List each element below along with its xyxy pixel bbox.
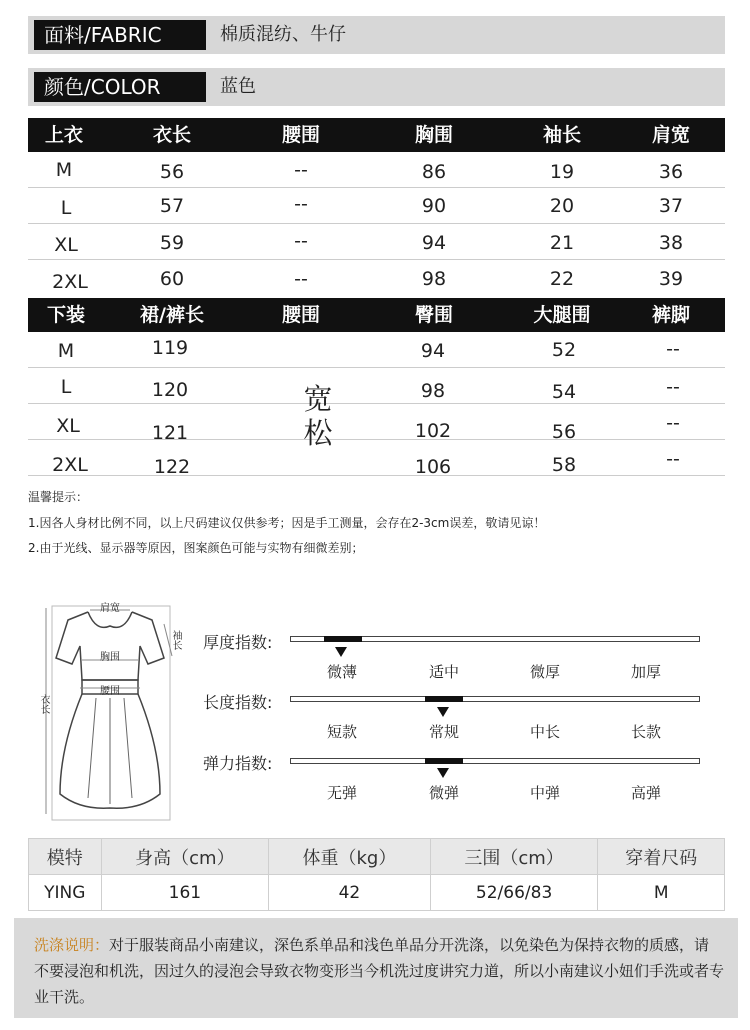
model-table: [28, 838, 725, 911]
header-cell: 衣长: [152, 124, 192, 146]
wash-label: 洗涤说明：: [34, 936, 110, 954]
header-cell: 大腿围: [533, 304, 591, 326]
header-cell: 上衣: [44, 124, 84, 146]
elasticity-marker: [425, 758, 463, 764]
elasticity-option: 中弹: [529, 784, 561, 802]
table-row: [28, 152, 725, 188]
table-cell: 122: [153, 456, 191, 478]
elasticity-option: 微弹: [428, 784, 460, 802]
tips-title: 温馨提示：: [28, 490, 89, 504]
table-row: [28, 368, 725, 404]
header-cell: 下装: [46, 304, 86, 326]
wash-text-block: [34, 932, 724, 1010]
elasticity-option: 无弹: [326, 784, 358, 802]
header-cell: 体重（kg）: [269, 839, 431, 875]
diagram-shoulder-label: 肩宽: [100, 603, 120, 614]
dress-diagram-icon: [30, 598, 190, 828]
wash-instructions: [14, 918, 738, 1018]
thickness-marker: [324, 636, 362, 642]
elasticity-option: 高弹: [630, 784, 662, 802]
table-cell: 36: [658, 161, 684, 183]
color-value: 蓝色: [220, 76, 256, 97]
header-cell: 穿着尺码: [598, 839, 725, 875]
length-option: 长款: [630, 723, 662, 741]
size-cell: L: [60, 197, 72, 219]
model-table-header: [29, 839, 725, 875]
waist-loose-note: 宽松: [303, 382, 333, 450]
table-row: [28, 440, 725, 476]
size-cell: XL: [54, 234, 78, 256]
size-cell: M: [57, 340, 75, 362]
table-cell: --: [294, 230, 308, 252]
color-bar: [28, 68, 725, 106]
table-cell: 59: [159, 232, 185, 254]
table-cell: 22: [549, 268, 575, 290]
elasticity-label: 弹力指数:: [203, 754, 273, 773]
header-cell: 裙/裤长: [140, 304, 204, 326]
elasticity-arrow-icon: [437, 768, 449, 778]
thickness-option: 加厚: [630, 663, 662, 681]
table-cell: 106: [414, 456, 452, 478]
diagram-chest-label: 胸围: [100, 652, 120, 663]
table-row: [28, 332, 725, 368]
elasticity-scale: [290, 758, 700, 764]
size-cell: 2XL: [52, 454, 88, 476]
fabric-label: 面料/FABRIC: [34, 20, 206, 50]
tips-line-1: 1.因各人身材比例不同，以上尺码建议仅供参考；因是手工测量，会存在2-3cm误差，敬请见谅！: [28, 516, 546, 530]
size-cell: XL: [56, 415, 80, 437]
table-cell: --: [666, 448, 680, 470]
size-cell: L: [60, 376, 72, 398]
thickness-label: 厚度指数:: [203, 633, 273, 652]
table-cell: --: [666, 412, 680, 434]
table-cell: --: [666, 376, 680, 398]
size-cell: M: [55, 159, 73, 181]
table-cell: 57: [159, 195, 185, 217]
table-row: [28, 188, 725, 224]
header-cell: 胸围: [414, 124, 454, 146]
table-cell: --: [294, 268, 308, 290]
fabric-value: 棉质混纺、牛仔: [220, 24, 346, 45]
table-cell: 120: [151, 379, 189, 401]
table-cell: 60: [159, 268, 185, 290]
header-cell: 肩宽: [651, 124, 691, 146]
model-height: 161: [101, 875, 269, 911]
table-cell: 86: [421, 161, 447, 183]
length-option: 短款: [326, 723, 358, 741]
top-table-header: [28, 118, 725, 152]
bottom-table-header: [28, 298, 725, 332]
table-row: [28, 260, 725, 296]
table-cell: 38: [658, 232, 684, 254]
model-size: M: [598, 875, 725, 911]
table-cell: 56: [551, 421, 577, 443]
model-weight: 42: [269, 875, 431, 911]
diagram-sleeve-label: 袖长: [170, 630, 181, 650]
model-measurements: 52/66/83: [430, 875, 598, 911]
tips-line-2: 2.由于光线、显示器等原因，图案颜色可能与实物有细微差别；: [28, 541, 364, 555]
thickness-arrow-icon: [335, 647, 347, 657]
table-cell: 98: [421, 268, 447, 290]
table-cell: --: [294, 193, 308, 215]
header-cell: 三围（cm）: [430, 839, 598, 875]
diagram-length-label: 衣长: [38, 694, 49, 714]
table-cell: 56: [159, 161, 185, 183]
table-cell: 119: [151, 337, 189, 359]
table-cell: 121: [151, 422, 189, 444]
table-cell: 94: [420, 340, 446, 362]
table-cell: --: [294, 159, 308, 181]
table-cell: 19: [549, 161, 575, 183]
table-cell: --: [666, 338, 680, 360]
wash-text: 对于服装商品小南建议，深色系单品和浅色单品分开洗涤，以免染色为保持衣物的质感，请不要浸泡和机洗，因过久的浸泡会导致衣物变形当今机洗过度讲究力道，所以小南建议小妞们手洗或者专业干洗。: [34, 936, 725, 1006]
table-cell: 94: [421, 232, 447, 254]
table-cell: 21: [549, 232, 575, 254]
table-cell: 102: [414, 420, 452, 442]
table-row: [29, 875, 725, 911]
length-label: 长度指数:: [203, 693, 273, 712]
fabric-bar: [28, 16, 725, 54]
length-marker: [425, 696, 463, 702]
table-cell: 20: [549, 195, 575, 217]
header-cell: 袖长: [542, 124, 582, 146]
table-cell: 90: [421, 195, 447, 217]
table-cell: 39: [658, 268, 684, 290]
table-cell: 52: [551, 339, 577, 361]
table-row: [28, 224, 725, 260]
table-cell: 58: [551, 454, 577, 476]
table-cell: 37: [658, 195, 684, 217]
length-option: 常规: [428, 723, 460, 741]
length-arrow-icon: [437, 707, 449, 717]
model-name: YING: [29, 875, 102, 911]
header-cell: 臀围: [414, 304, 454, 326]
header-cell: 身高（cm）: [101, 839, 269, 875]
thickness-option: 微厚: [529, 663, 561, 681]
length-scale: [290, 696, 700, 702]
header-cell: 裤脚: [651, 304, 691, 326]
diagram-waist-label: 腰围: [100, 686, 120, 697]
header-cell: 模特: [29, 839, 102, 875]
color-label: 颜色/COLOR: [34, 72, 206, 102]
size-cell: 2XL: [52, 271, 88, 293]
length-option: 中长: [529, 723, 561, 741]
thickness-option: 适中: [428, 663, 460, 681]
header-cell: 腰围: [281, 124, 321, 146]
header-cell: 腰围: [281, 304, 321, 326]
table-row: [28, 404, 725, 444]
table-cell: 98: [420, 380, 446, 402]
table-cell: 54: [551, 381, 577, 403]
thickness-option: 微薄: [326, 663, 358, 681]
